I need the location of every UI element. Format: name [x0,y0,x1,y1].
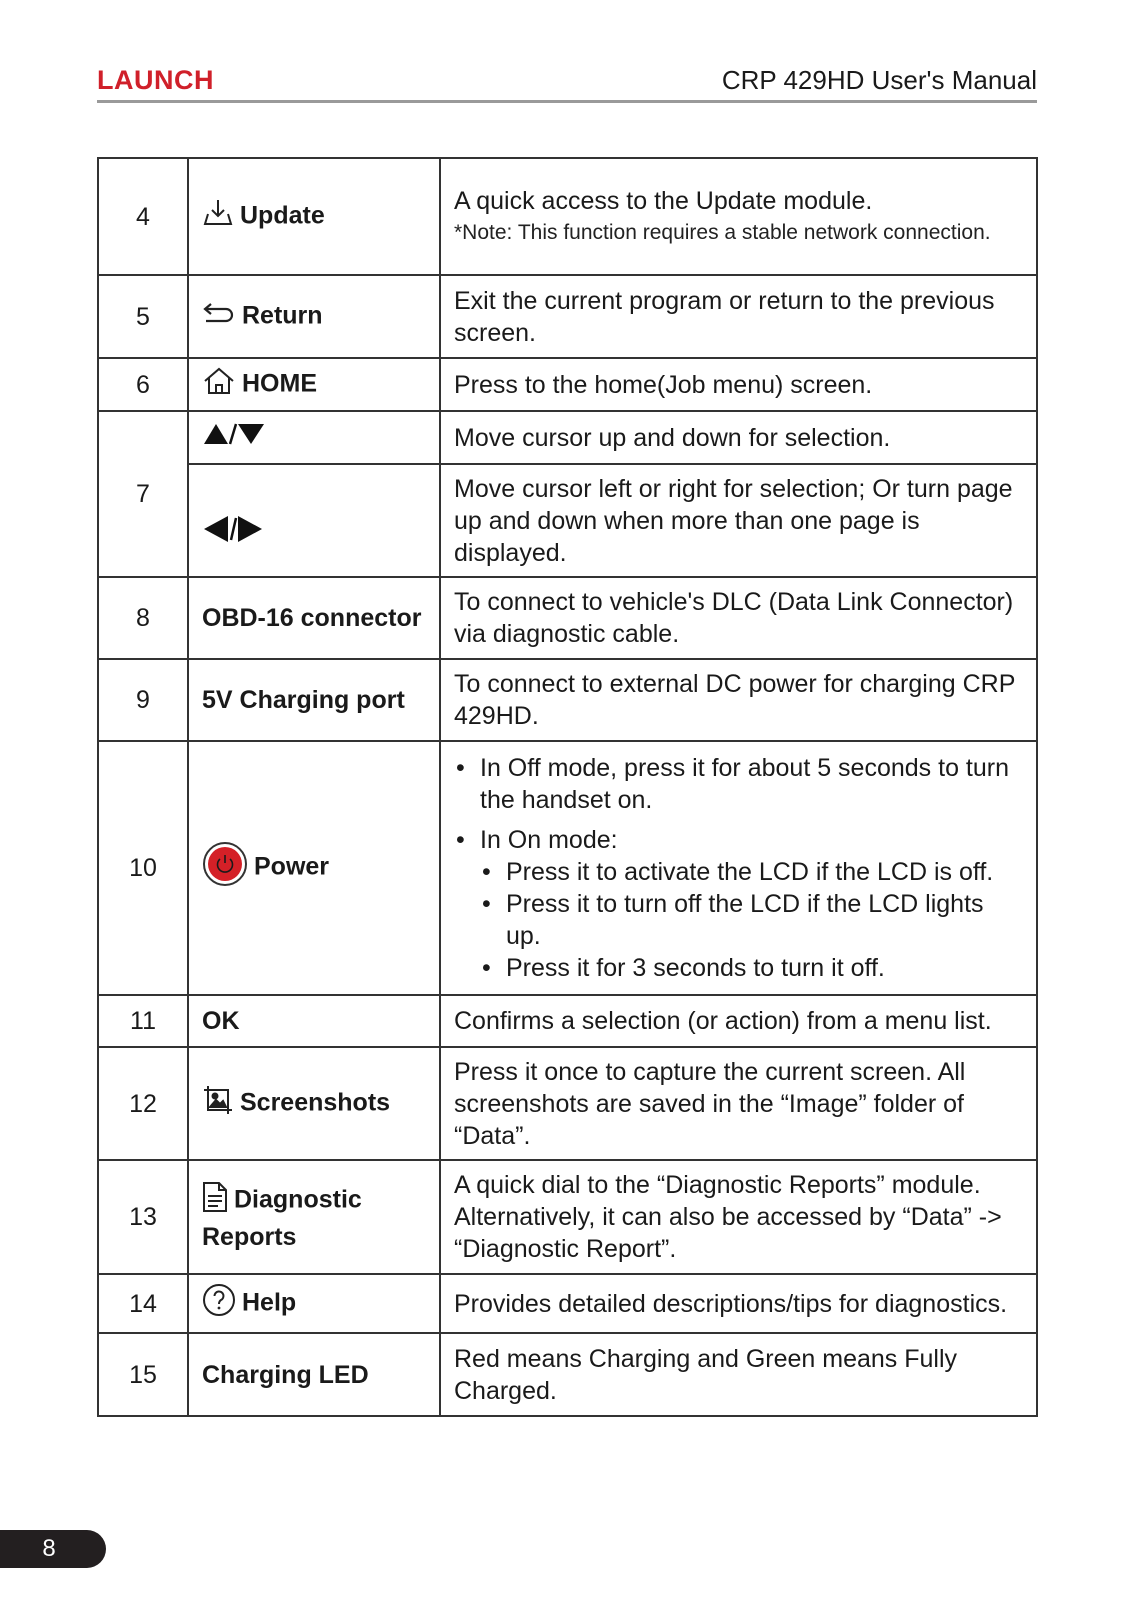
key-name: Power [254,852,330,881]
row-number: 9 [98,659,188,741]
screenshot-icon [202,1084,234,1124]
description: Press it once to capture the current screen. All screenshots are saved in the “Image” folder of “Data”. [440,1047,1037,1160]
manual-title: CRP 429HD User's Manual [721,65,1037,95]
key-name-cell [188,275,440,358]
description: To connect to external DC power for charging CRP 429HD. [440,659,1037,741]
return-icon [202,299,236,335]
row-number: 6 [98,358,188,411]
row-number: 15 [98,1333,188,1416]
description-cell [440,158,1037,275]
key-name: Charging LED [188,1333,440,1416]
table-row [98,1333,1037,1416]
table-row [98,358,1037,411]
table-row [98,411,1037,464]
list-item: • In Off mode, press it for about 5 seconds to turn the handset on. [454,752,1024,816]
download-icon [202,197,234,237]
description: Confirms a selection (or action) from a menu list. [440,995,1037,1047]
row-number: 11 [98,995,188,1047]
key-name-cell [188,741,440,995]
table-row [98,995,1037,1047]
row-number: 13 [98,1160,188,1274]
description: Red means Charging and Green means Fully Charged. [440,1333,1037,1416]
table-row [98,577,1037,659]
bullet-list [454,752,1024,984]
table-row [98,158,1037,275]
table-row [98,659,1037,741]
note: *Note: This function requires a stable network connection. [454,221,991,244]
key-name-cell [188,158,440,275]
list-item: • Press it to turn off the LCD if the LCD lights up. [454,888,1024,952]
table-row [98,741,1037,995]
description: Exit the current program or return to the previous screen. [440,275,1037,358]
row-number: 7 [98,411,188,577]
page-number: 8 [0,1530,106,1568]
row-number: 8 [98,577,188,659]
row-number: 4 [98,158,188,275]
description: Press to the home(Job menu) screen. [440,358,1037,411]
list-item: • Press it to activate the LCD if the LCD is off. [454,856,1024,888]
power-icon [202,841,248,895]
description-cell [440,741,1037,995]
key-name: HOME [242,369,317,398]
list-item: • In On mode: [454,824,1024,856]
table-row [98,1274,1037,1333]
left-right-arrows-icon [202,513,266,553]
key-function-table [97,157,1038,1417]
key-name: Update [240,201,325,230]
key-name-cell [188,411,440,464]
row-number: 10 [98,741,188,995]
description: Move cursor up and down for selection. [440,411,1037,464]
key-name: Diagnostic Reports [202,1185,362,1251]
key-name: OBD-16 connector [188,577,440,659]
description: Provides detailed descriptions/tips for diagnostics. [440,1274,1037,1333]
help-icon [202,1283,236,1325]
key-name-cell [188,358,440,411]
table-row [98,1160,1037,1274]
key-name-cell [188,1160,440,1274]
key-name: Return [242,301,323,330]
row-number: 14 [98,1274,188,1333]
home-icon [202,366,236,404]
page-header [97,60,1037,103]
key-name: OK [188,995,440,1047]
table-row [98,464,1037,577]
up-down-arrows-icon [202,421,266,455]
list-item: • Press it for 3 seconds to turn it off. [454,952,1024,984]
description: Move cursor left or right for selection; Or turn page up and down when more than one page is displayed. [440,464,1037,577]
key-name: Help [242,1288,297,1317]
description: To connect to vehicle's DLC (Data Link Connector) via diagnostic cable. [440,577,1037,659]
description: A quick access to the Update module. [454,187,873,215]
report-icon [202,1181,228,1221]
brand-logo: LAUNCH [97,65,214,95]
description: A quick dial to the “Diagnostic Reports” module. Alternatively, it can also be accessed by “Data” -> “Diagnostic Report”. [440,1160,1037,1274]
key-name-cell [188,1274,440,1333]
key-name-cell [188,464,440,577]
key-name-cell [188,1047,440,1160]
table-row [98,1047,1037,1160]
key-name: Screenshots [240,1088,391,1117]
key-name: 5V Charging port [188,659,440,741]
row-number: 5 [98,275,188,358]
row-number: 12 [98,1047,188,1160]
table-row [98,275,1037,358]
